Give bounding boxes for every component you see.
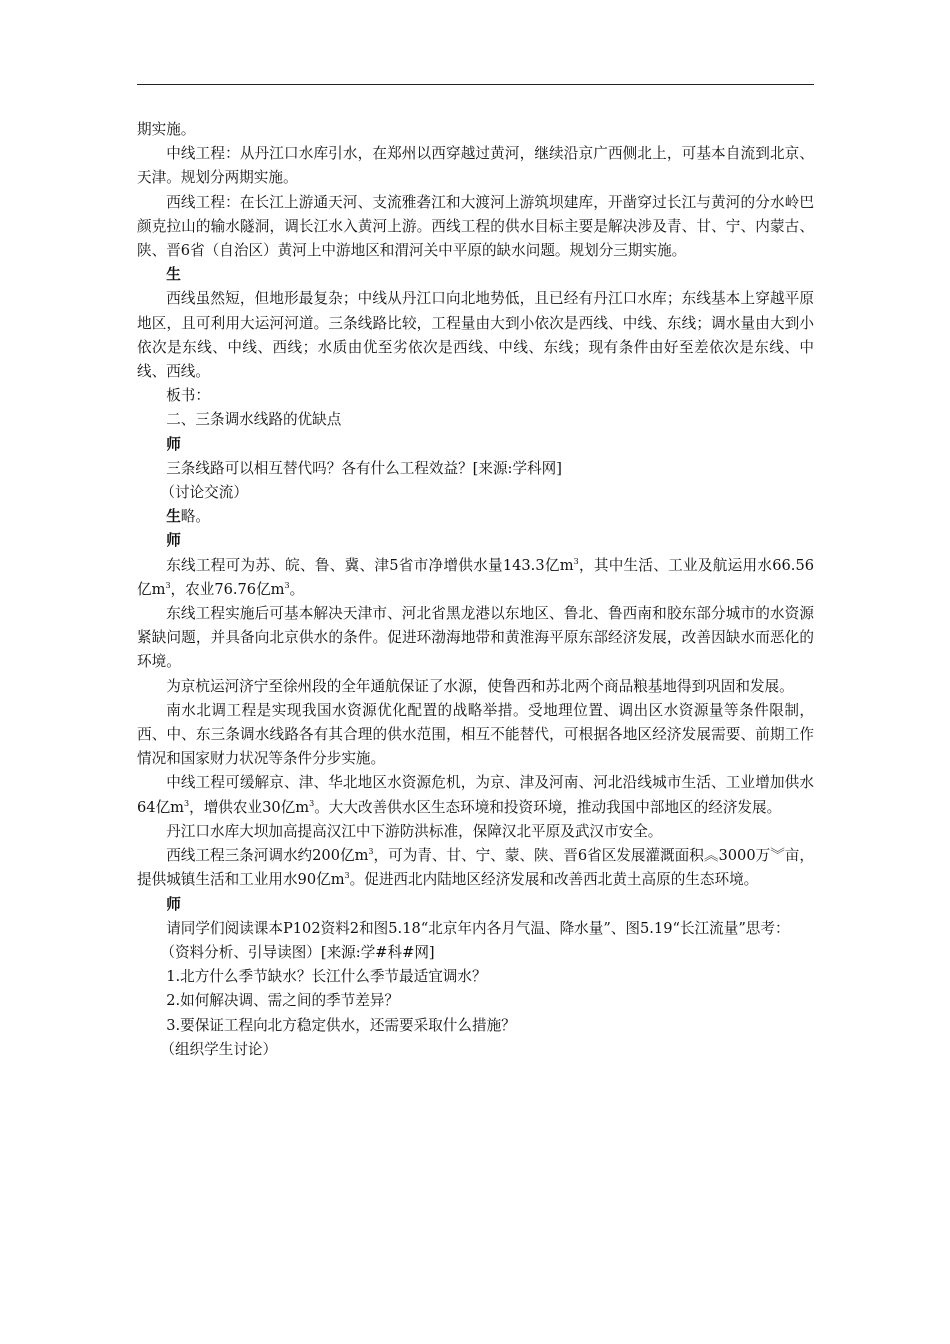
paragraph xyxy=(137,554,814,602)
paragraph-text: 。大大改善供水区生态环境和投资环境，推动我国中部地区的经济发展。 xyxy=(314,798,782,816)
paragraph: 南水北调工程是实现我国水资源优化配置的战略举措。受地理位置、调出区水资源量等条件限制，西、中、东三条调水线路各有其合理的供水范围，相互不能替代，可根据各地区经济发展需要、前期工作情况和国家财力状况等条件分步实施。 xyxy=(137,701,814,768)
paragraph: 三条线路可以相互替代吗？各有什么工程效益？[来源:学科网] xyxy=(166,459,562,477)
unit-superscript: 3 xyxy=(344,871,350,881)
speaker-label: 生 xyxy=(166,266,181,284)
paragraph: 板书： xyxy=(166,387,210,405)
header-rule xyxy=(137,84,814,85)
paragraph-text: ，可为青、甘、宁、蒙、陕、晋6省区发展灌溉面积︽3000万︾亩，提供城镇生活和工业用水90亿m xyxy=(137,847,814,889)
paragraph: 西线虽然短，但地形最复杂；中线从丹江口向北地势低，且已经有丹江口水库；东线基本上穿越平原地区，且可利用大运河河道。三条线路比较，工程量由大到小依次是西线、中线、东线；调水量由大到小依次是东线、中线、西线；水质由优至劣依次是西线、中线、东线；现有条件由好至差依次是东线、中线、西线。 xyxy=(137,290,814,381)
speaker-label: 师 xyxy=(166,435,181,453)
speaker-label: 师 xyxy=(166,895,181,913)
paragraph xyxy=(137,844,814,892)
paragraph: 中线工程：从丹江口水库引水，在郑州以西穿越过黄河，继续沿京广西侧北上，可基本自流到北京、天津。规划分两期实施。 xyxy=(137,145,814,187)
paragraph-text: 中线工程可缓解京、津、华北地区水资源危机，为京、津及河南、河北沿线城市生活、工业增加供水64亿m xyxy=(137,774,814,816)
paragraph-text: 东线工程可为苏、皖、鲁、冀、津5省市净增供水量143.3亿m xyxy=(166,556,574,574)
speaker-reply xyxy=(137,505,814,529)
paragraph-text: 西线工程三条河调水约200亿m xyxy=(166,847,369,865)
paragraph: 东线工程实施后可基本解决天津市、河北省黑龙港以东地区、鲁北、鲁西南和胶东部分城市的水资源紧缺问题，并具备向北京供水的条件。促进环渤海地带和黄淮海平原东部经济发展，改善因缺水而恶化的环境。 xyxy=(137,605,814,671)
unit-superscript: 3 xyxy=(573,556,579,566)
unit-superscript: 3 xyxy=(368,847,374,857)
stage-note: （讨论交流） xyxy=(160,484,248,502)
stage-note: （组织学生讨论） xyxy=(160,1040,278,1058)
question-item: 3.要保证工程向北方稳定供水，还需要采取什么措施？ xyxy=(166,1016,516,1034)
unit-superscript: 3 xyxy=(284,581,290,590)
document-body xyxy=(137,118,814,1062)
unit-superscript: 3 xyxy=(165,581,171,590)
paragraph xyxy=(137,771,814,819)
question-item: 1.北方什么季节缺水？长江什么季节最适宜调水？ xyxy=(166,968,487,986)
paragraph-text: ，增供农业30亿m xyxy=(189,798,310,816)
stage-note: （资料分析、引导读图）[来源:学#科#网] xyxy=(160,943,435,961)
unit-superscript: 3 xyxy=(309,798,315,808)
speaker-label: 生 xyxy=(166,508,181,526)
paragraph: 西线工程：在长江上游通天河、支流雅砻江和大渡河上游筑坝建库，开凿穿过长江与黄河的分水岭巴颜克拉山的输水隧洞，调长江水入黄河上游。西线工程的供水目标主要是解决涉及青、甘、宁、内蒙古、陕、晋6省（自治区）黄河上中游地区和渭河关中平原的缺水问题。规划分三期实施。 xyxy=(137,193,814,260)
paragraph: 请同学们阅读课本P102资料2和图5.18“北京年内各月气温、降水量”、图5.19“长江流量”思考： xyxy=(166,919,790,937)
paragraph: 丹江口水库大坝加高提高汉江中下游防洪标准，保障汉北平原及武汉市安全。 xyxy=(166,822,663,840)
reply-text: 略。 xyxy=(180,508,210,526)
paragraph-text: 。 xyxy=(289,580,305,598)
paragraph: 二、三条调水线路的优缺点 xyxy=(166,411,342,429)
paragraph-text: ，其中生活、工业及航运用水66.56亿m xyxy=(137,556,815,598)
speaker-label: 师 xyxy=(166,532,181,550)
paragraph: 为京杭运河济宁至徐州段的全年通航保证了水源，使鲁西和苏北两个商品粮基地得到巩固和发展。 xyxy=(166,677,794,695)
paragraph-text: 。促进西北内陆地区经济发展和改善西北黄土高原的生态环境。 xyxy=(349,871,759,889)
paragraph-text: ，农业76.76亿m xyxy=(170,580,285,598)
question-item: 2.如何解决调、需之间的季节差异？ xyxy=(166,992,400,1010)
paragraph: 期实施。 xyxy=(137,121,196,138)
unit-superscript: 3 xyxy=(184,798,190,808)
